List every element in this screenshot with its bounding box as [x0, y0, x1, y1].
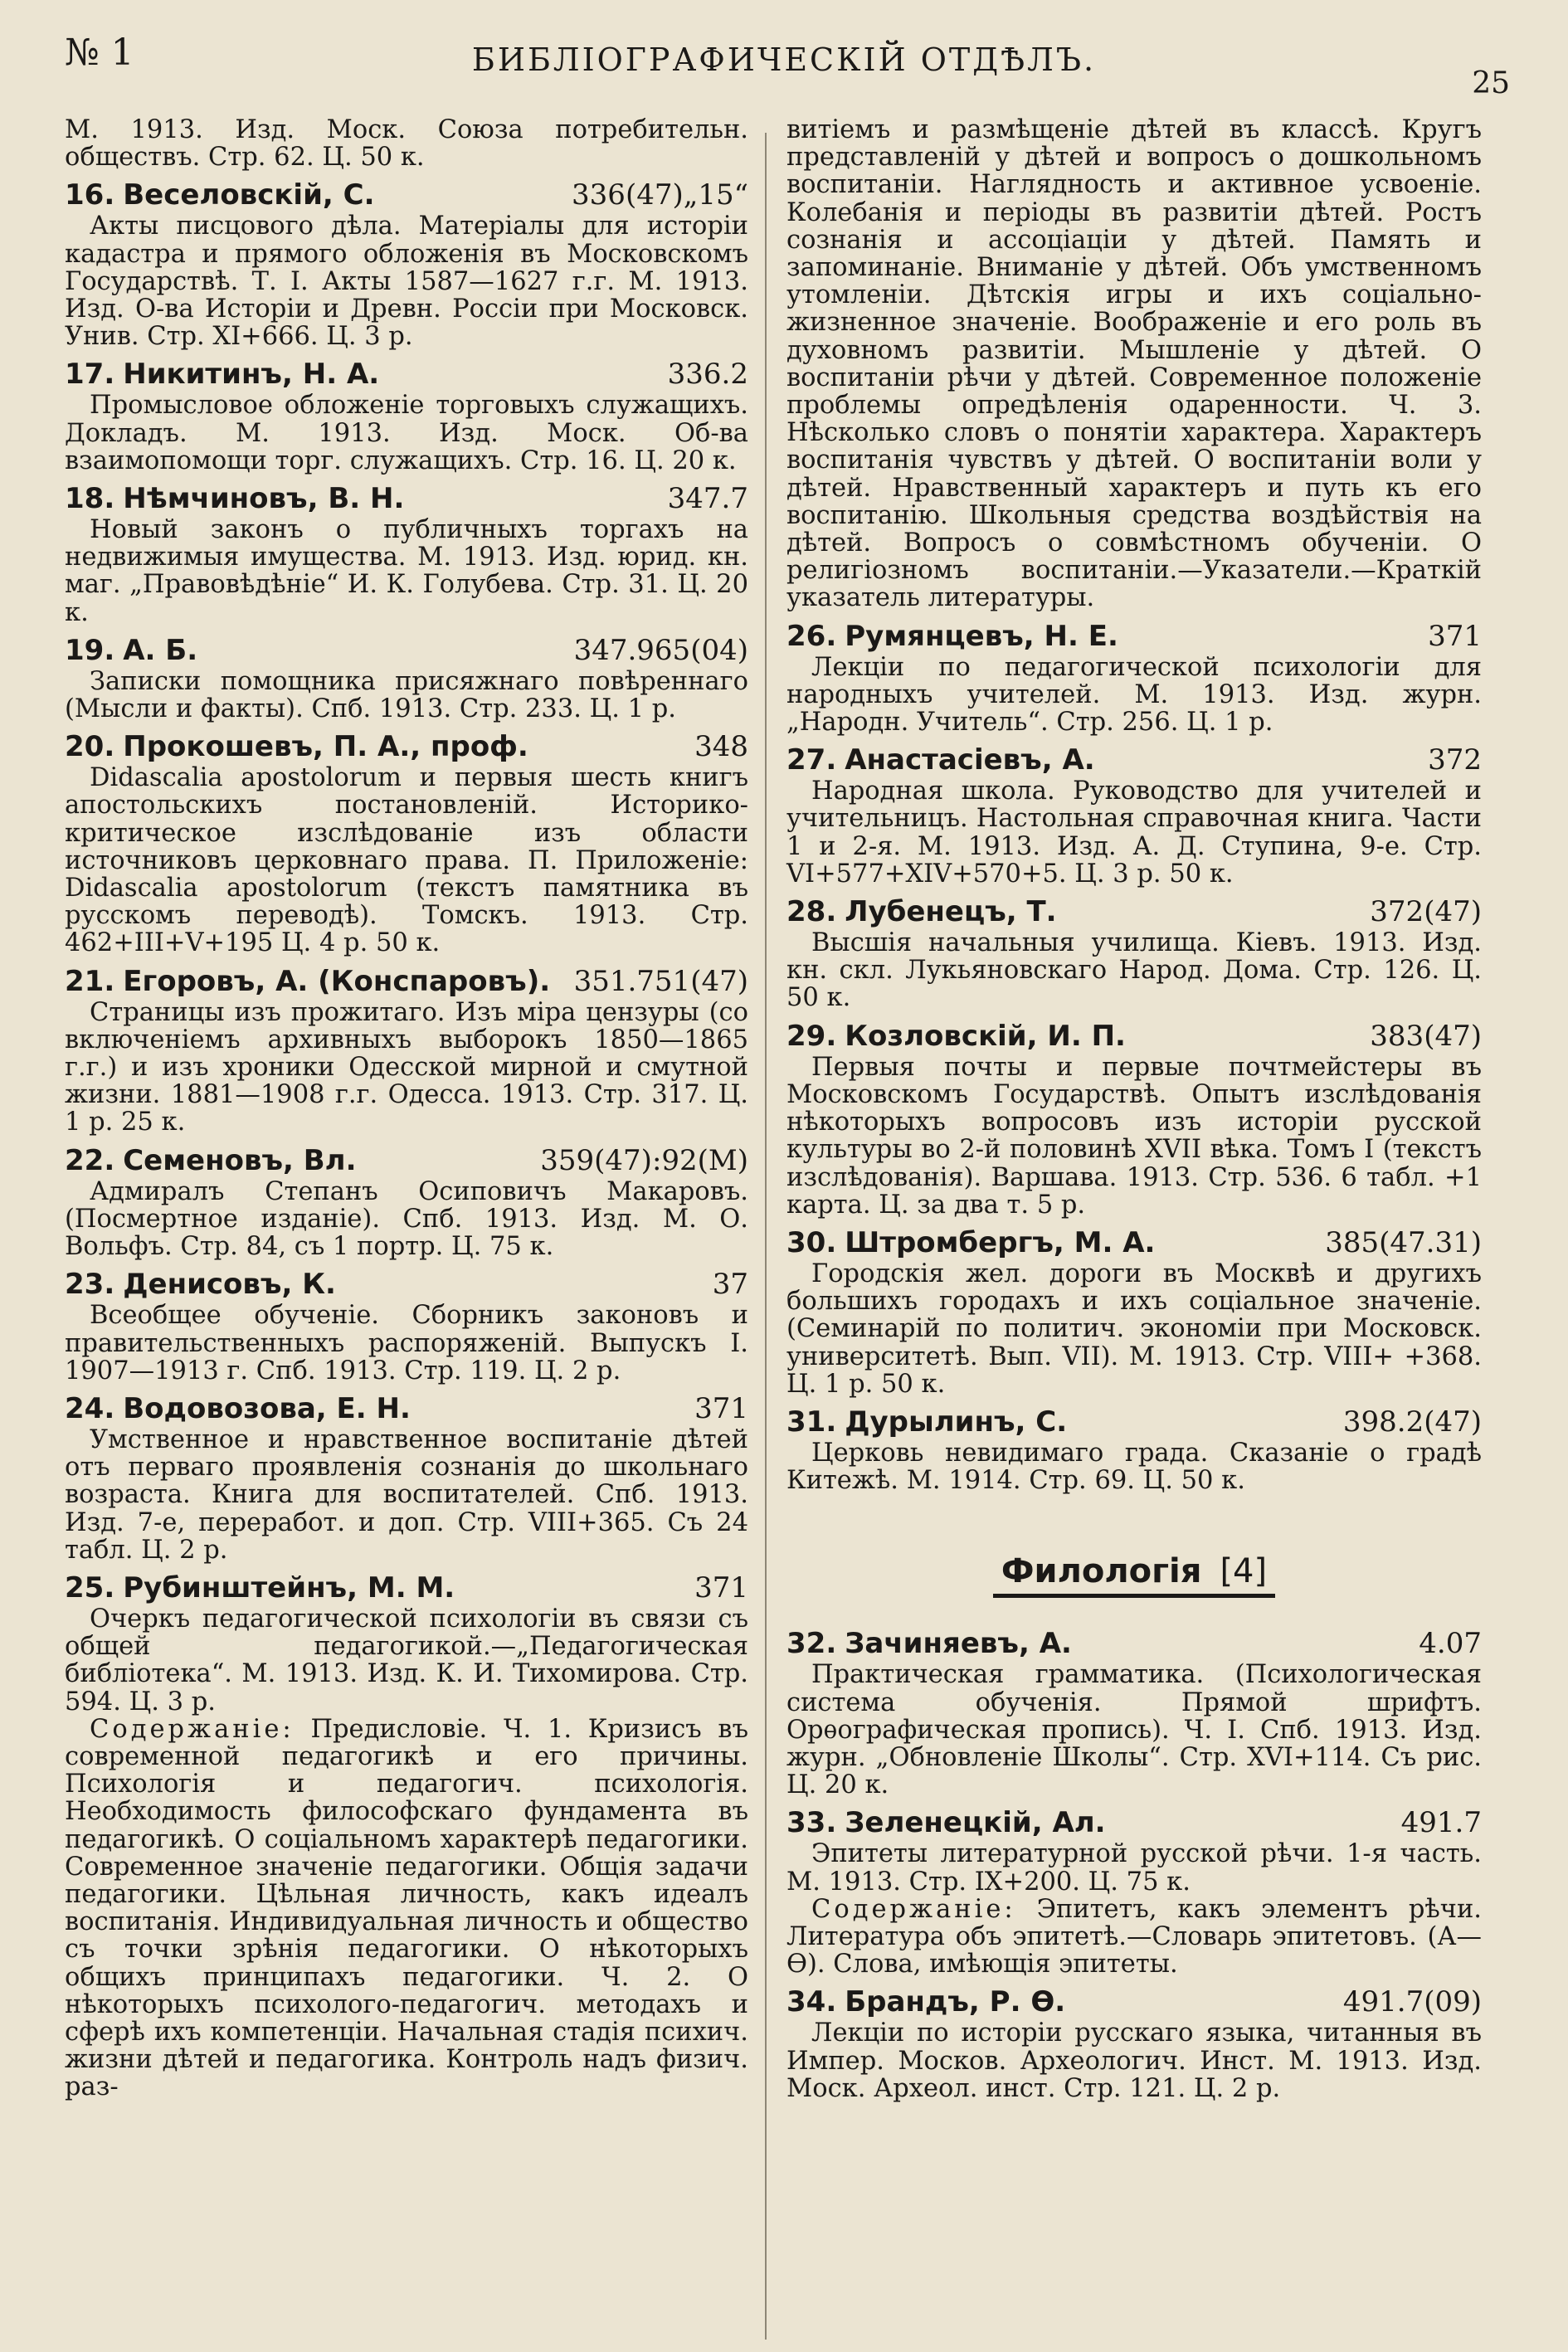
entry-number: 30. — [786, 1225, 837, 1259]
continuation-text: М. 1913. Изд. Моск. Союза потребительн. обществъ. Стр. 62. Ц. 50 к. — [65, 115, 748, 173]
entry-author: Прокошевъ, П. А., проф. — [123, 730, 528, 764]
entry-number: 32. — [786, 1627, 837, 1661]
entry-number: 27. — [786, 743, 837, 777]
entry-number: 25. — [65, 1570, 115, 1605]
entry-description: Народная школа. Руководство для учителей и учительницъ. Настольная справочная книга. Части 1 и 2-я. М. 1913. Изд. А. Д. Ступина, 9-е. Стр. VI+577+XIV+570+5. Ц. 3 р. 50 к. — [786, 777, 1482, 889]
entry-contents — [786, 1896, 1482, 1979]
entry-heading — [65, 481, 748, 516]
entry-heading — [786, 1225, 1482, 1260]
entry-number: 16. — [65, 178, 115, 212]
contents-label: Содержаніе: — [811, 1894, 1016, 1924]
entry-author: Лубенецъ, Т. — [845, 895, 1057, 929]
entry-heading — [786, 1019, 1482, 1054]
classification-code: 371 — [694, 1391, 748, 1425]
entry-heading — [65, 964, 748, 999]
entry-description: Страницы изъ прожитаго. Изъ міра цензуры (со включеніемъ архивныхъ выборокъ 1850—1865 г.г.) и изъ хроники Одесской мирной и смутной жизни. 1881—1908 г.г. Одесса. 1913. Стр. 317. Ц. 1 р. 25 к. — [65, 997, 748, 1137]
entry-author: Егоровъ, А. (Конспаровъ). — [123, 964, 551, 998]
section-heading — [993, 1552, 1275, 1598]
continuation-text: витіемъ и размѣщеніе дѣтей въ классѣ. Кругъ представленій у дѣтей и вопросъ о дошкольномъ воспитаніи. Наглядность и активное усвоеніе. Колебанія и періоды въ развитіи дѣтей. Ростъ сознанія и ассоціаціи у дѣтей. Память и запоминаніе. Вниманіе у дѣтей. Объ умственномъ утомленіи. Дѣтскія игры и ихъ соціально-жизненное значеніе. Воображеніе и его роль въ духовномъ развитіи. Мышленіе у дѣтей. О воспитаніи рѣчи у дѣтей. Современное положеніе проблемы опредѣленія одаренности. Ч. 3. Нѣсколько словъ о понятіи характера. Характеръ воспитанія чувствъ у дѣтей. О воспитаніи воли у дѣтей. Нравственный характеръ и путь къ его воспитанію. Школьныя средства воздѣйствія на дѣтей. Вопросъ о совмѣстномъ обученіи. О религіозномъ воспитаніи.—Указатели.—Краткій указатель литературы. — [786, 115, 1482, 613]
entry-contents — [65, 1716, 748, 2101]
section-code: [4] — [1220, 1552, 1268, 1591]
entry-description: Высшія начальныя училища. Кіевъ. 1913. Изд. кн. скл. Лукьяновскаго Народ. Дома. Стр. 126. Ц. 50 к. — [786, 928, 1482, 1013]
entry-description: Новый законъ о публичныхъ торгахъ на недвижимыя имущества. М. 1913. Изд. юрид. кн. маг. „Правовѣдѣніе“ И. К. Голубева. Стр. 31. Ц. 20 к. — [65, 515, 748, 627]
classification-code: 336(47)„15“ — [572, 178, 748, 212]
bibliography-entry — [786, 1984, 1482, 2102]
entry-number: 24. — [65, 1391, 115, 1425]
entry-heading — [65, 1143, 748, 1178]
entry-number: 20. — [65, 730, 115, 764]
classification-code: 359(47):92(М) — [540, 1143, 748, 1177]
contents-label: Содержаніе: — [90, 1714, 295, 1744]
classification-code: 398.2(47) — [1342, 1405, 1482, 1439]
entry-description: Промысловое обложеніе торговыхъ служащихъ. Докладъ. М. 1913. Изд. Моск. Об-ва взаимопомощи торг. служащихъ. Стр. 16. Ц. 20 к. — [65, 391, 748, 475]
bibliography-entry — [786, 1626, 1482, 1799]
entry-description: Эпитеты литературной русской рѣчи. 1-я часть. М. 1913. Стр. IX+200. Ц. 75 к. — [786, 1839, 1482, 1897]
classification-code: 383(47) — [1370, 1019, 1482, 1053]
entry-number: 23. — [65, 1268, 115, 1302]
contents-text: Эпитетъ, какъ элементъ рѣчи. Литература объ эпитетѣ.—Словарь эпитетовъ. (А—Ѳ). Слова, имѣющія эпитеты. — [786, 1894, 1482, 1979]
bibliography-entry — [786, 619, 1482, 737]
entry-description: Очеркъ педагогической психологіи въ связи съ общей педагогикой.—„Педагогическая библіотека“. М. 1913. Изд. К. И. Тихомирова. Стр. 594. Ц. 3 р. — [65, 1604, 748, 1717]
bibliography-entry — [786, 743, 1482, 888]
entry-heading — [65, 1391, 748, 1426]
entry-author: Анастасіевъ, А. — [845, 743, 1095, 777]
entry-author: Штромбергъ, М. А. — [845, 1225, 1156, 1259]
classification-code: 371 — [694, 1570, 748, 1605]
page-number: 25 — [1472, 66, 1510, 100]
bibliography-entry — [65, 1570, 748, 2101]
bibliography-entry — [65, 178, 748, 350]
classification-code: 491.7 — [1400, 1806, 1482, 1840]
entry-heading — [786, 1405, 1482, 1439]
bibliography-entry — [65, 633, 748, 723]
entry-author: Румянцевъ, Н. Е. — [845, 619, 1118, 653]
running-title: БИБЛІОГРАФИЧЕСКІЙ ОТДѢЛЪ. — [471, 41, 1097, 78]
contents-text: Предисловіе. Ч. 1. Кризисъ въ современной педагогикѣ и его причины. Психологія и педагогич. психологія. Необходимость философскаго фундамента въ педагогикѣ. О соціальномъ характерѣ педагогики. Современное значеніе педагогики. Общія задачи педагогики. Цѣльная личность, какъ идеалъ воспитанія. Индивидуальная личность и общество съ точки зрѣнія педагогики. О нѣкоторыхъ общихъ принципахъ педагогики. Ч. 2. О нѣкоторыхъ психолого-педагогич. методахъ и сферѣ ихъ компетенціи. Начальная стадія психич. жизни дѣтей и педагогика. Контроль надъ физич. раз- — [65, 1714, 748, 2102]
entry-number: 22. — [65, 1143, 115, 1177]
left-column — [65, 116, 748, 2101]
classification-code: 371 — [1428, 619, 1482, 653]
bibliography-entry — [65, 964, 748, 1137]
classification-code: 347.965(04) — [573, 633, 748, 667]
right-column — [786, 116, 1482, 2102]
classification-code: 336.2 — [667, 358, 748, 392]
entry-author: Нѣмчиновъ, В. Н. — [123, 482, 405, 516]
entry-description: Didascalia apostolorum и первыя шесть книгъ апостольскихъ постановленій. Историко-критическое изслѣдованіе изъ области источниковъ церковнаго права. П. Приложеніе: Didascalia apostolorum (текстъ памятника въ русскомъ переводѣ). Томскъ. 1913. Стр. 462+III+V+195 Ц. 4 р. 50 к. — [65, 763, 748, 958]
entry-heading — [65, 633, 748, 668]
entry-number: 21. — [65, 964, 115, 998]
entry-heading — [786, 743, 1482, 777]
classification-code: 347.7 — [667, 482, 748, 516]
bibliography-entry — [65, 357, 748, 475]
entry-heading — [65, 1267, 748, 1302]
entry-number: 31. — [786, 1405, 837, 1439]
issue-number: № 1 — [65, 32, 134, 74]
classification-code: 4.07 — [1419, 1627, 1482, 1661]
bibliography-entry — [786, 894, 1482, 1012]
section-title: Филологія — [1001, 1552, 1202, 1591]
entry-description: Церковь невидимаго града. Сказаніе о градѣ Китежѣ. М. 1914. Стр. 69. Ц. 50 к. — [786, 1438, 1482, 1496]
entry-heading — [786, 1984, 1482, 2019]
entry-number: 34. — [786, 1985, 837, 2019]
bibliography-entry — [786, 1405, 1482, 1494]
entry-author: Водовозова, Е. Н. — [123, 1391, 411, 1425]
classification-code: 491.7(09) — [1342, 1985, 1482, 2019]
entry-description: Умственное и нравственное воспитаніе дѣтей отъ перваго проявленія сознанія до школьнаго возраста. Книга для воспитателей. Спб. 1913. Изд. 7-е, переработ. и доп. Стр. VIII+365. Съ 24 табл. Ц. 2 р. — [65, 1424, 748, 1565]
entry-number: 26. — [786, 619, 837, 653]
entry-author: Дурылинъ, С. — [845, 1405, 1068, 1439]
entry-author: Веселовскій, С. — [123, 178, 375, 212]
classification-code: 37 — [712, 1268, 748, 1302]
bibliography-entry — [65, 1391, 748, 1564]
entry-author: Семеновъ, Вл. — [123, 1143, 357, 1177]
entry-number: 17. — [65, 358, 115, 392]
entry-number: 29. — [786, 1019, 837, 1053]
classification-code: 351.751(47) — [573, 964, 748, 998]
entry-author: А. Б. — [123, 633, 198, 667]
entry-number: 28. — [786, 895, 837, 929]
entry-author: Зеленецкій, Ал. — [845, 1806, 1106, 1840]
entry-description: Лекціи по исторіи русскаго языка, читанныя въ Импер. Москов. Археологич. Инст. М. 1913. Изд. Моск. Археол. инст. Стр. 121. Ц. 2 р. — [786, 2018, 1482, 2103]
entry-author: Зачиняевъ, А. — [845, 1627, 1072, 1661]
bibliography-entry — [65, 1143, 748, 1261]
entry-description: Практическая грамматика. (Психологическая система обученія. Прямой шрифтъ. Орѳографическая пропись). Ч. I. Спб. 1913. Изд. журн. „Обновленіе Школы“. Стр. XVI+114. Съ рис. Ц. 20 к. — [786, 1660, 1482, 1800]
entry-author: Козловскій, И. П. — [845, 1019, 1126, 1053]
entry-number: 18. — [65, 482, 115, 516]
column-divider — [765, 133, 767, 2340]
bibliography-entry — [786, 1019, 1482, 1219]
entry-description: Городскія жел. дороги въ Москвѣ и другихъ большихъ городахъ и ихъ соціальное значеніе. (Семинарій по политич. экономіи при Московск. университетѣ. Вып. VII). М. 1913. Стр. VIII+ +368. Ц. 1 р. 50 к. — [786, 1259, 1482, 1399]
entry-heading — [786, 894, 1482, 929]
entry-heading — [65, 1570, 748, 1605]
entry-heading — [65, 729, 748, 764]
entry-heading — [786, 1805, 1482, 1840]
entry-heading — [786, 1626, 1482, 1661]
entry-author: Никитинъ, Н. А. — [123, 358, 380, 392]
bibliography-entry — [786, 1225, 1482, 1398]
entry-description: Лекціи по педагогической психологіи для народныхъ учителей. М. 1913. Изд. журн. „Народн. Учитель“. Стр. 256. Ц. 1 р. — [786, 652, 1482, 738]
entry-description: Всеобщее обученіе. Сборникъ законовъ и правительственныхъ распоряженій. Выпускъ I. 1907—1913 г. Спб. 1913. Стр. 119. Ц. 2 р. — [65, 1301, 748, 1385]
classification-code: 385(47.31) — [1325, 1225, 1482, 1259]
classification-code: 348 — [694, 730, 748, 764]
entry-number: 19. — [65, 633, 115, 667]
bibliography-entry — [65, 1267, 748, 1385]
bibliography-entry — [786, 1805, 1482, 1978]
entry-description: Записки помощника присяжнаго повѣреннаго (Мысли и факты). Спб. 1913. Стр. 233. Ц. 1 р. — [65, 666, 748, 724]
entry-heading — [65, 178, 748, 212]
bibliography-entry — [65, 481, 748, 626]
bibliography-entry — [65, 729, 748, 957]
entry-heading — [786, 619, 1482, 654]
classification-code: 372(47) — [1370, 895, 1482, 929]
entry-author: Брандъ, Р. Ѳ. — [845, 1985, 1066, 2019]
entry-description: Первыя почты и первые почтмейстеры въ Московскомъ Государствѣ. Опытъ изслѣдованія нѣкоторыхъ вопросовъ изъ исторіи русской культуры во 2-й половинѣ XVII вѣка. Томъ I (текстъ изслѣдованія). Варшава. 1913. Стр. 536. 6 табл. +1 карта. Ц. за два т. 5 р. — [786, 1052, 1482, 1220]
entry-heading — [65, 357, 748, 392]
entry-author: Рубинштейнъ, М. М. — [123, 1570, 455, 1605]
entry-description: Адмиралъ Степанъ Осиповичъ Макаровъ. (Посмертное изданіе). Спб. 1913. Изд. М. О. Вольфъ. Стр. 84, съ 1 портр. Ц. 75 к. — [65, 1176, 748, 1262]
entry-author: Денисовъ, К. — [123, 1268, 336, 1302]
entry-description: Акты писцового дѣла. Матеріалы для исторіи кадастра и прямого обложенія въ Московскомъ Государствѣ. Т. I. Акты 1587—1627 г.г. М. 1913. Изд. О-ва Исторіи и Древн. Россіи при Московск. Унив. Стр. XI+666. Ц. 3 р. — [65, 212, 748, 352]
entry-number: 33. — [786, 1806, 837, 1840]
classification-code: 372 — [1428, 743, 1482, 777]
page-header — [58, 32, 1510, 98]
